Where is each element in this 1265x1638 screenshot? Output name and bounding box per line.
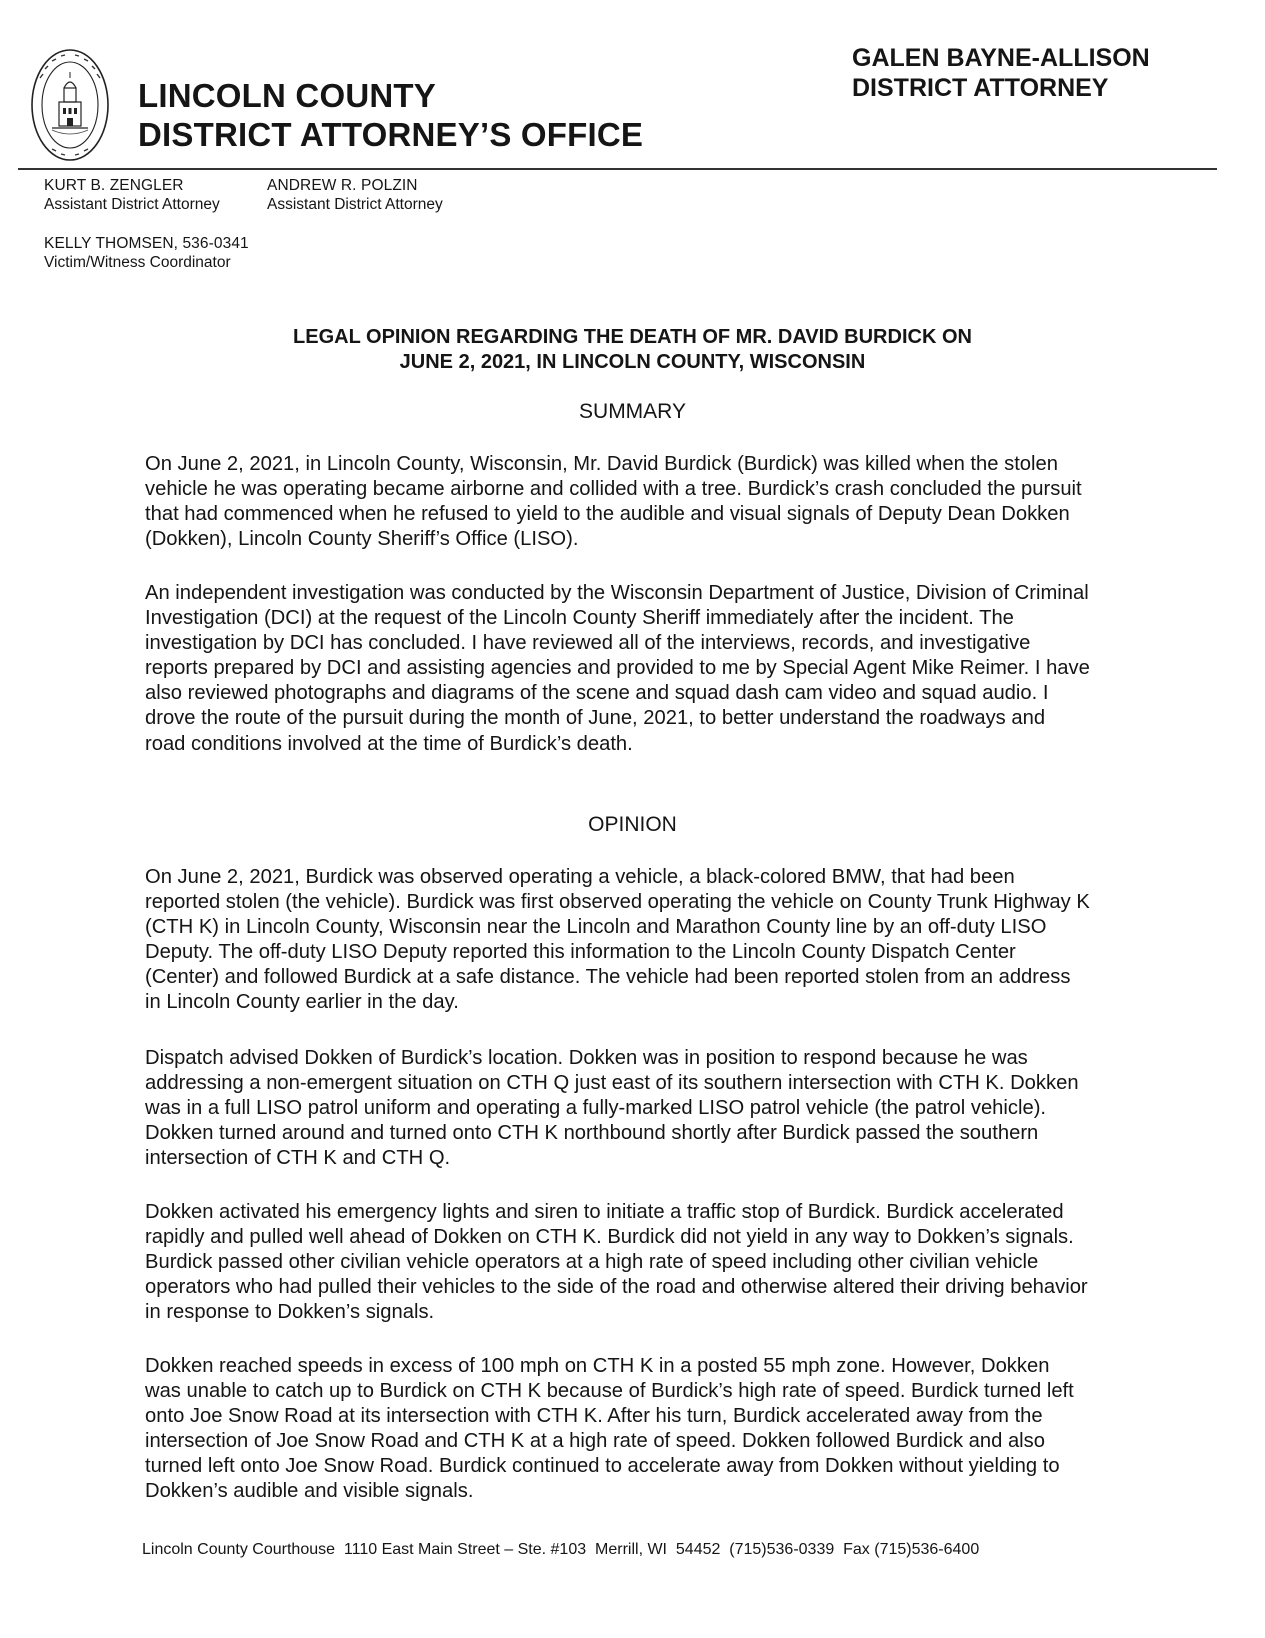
summary-heading: SUMMARY: [579, 400, 686, 423]
staff-entry: [44, 176, 220, 214]
office-title-line1: LINCOLN COUNTY: [138, 77, 436, 114]
opinion-paragraph: Dokken activated his emergency lights and siren to initiate a traffic stop of Burdick. Burdick accelerated rapidly and pulled well ahead of Dokken on CTH K. Burdick did not yield in any way to Dokken’s signals. Burdick passed other civilian vehicle operators at a high rate of speed including other civilian vehicle operators who had pulled their vehicles to the side of the road and otherwise altered their driving behavior in response to Dokken’s signals.: [145, 1201, 1088, 1324]
opinion-paragraph: Dispatch advised Dokken of Burdick’s location. Dokken was in position to respond because he was addressing a non-emergent situation on CTH Q just east of its southern intersection with CTH K. Dokken was in a full LISO patrol uniform and operating a fully-marked LISO patrol vehicle (the patrol vehicle). Dokken turned around and turned onto CTH K northbound shortly after Burdick passed the southern intersection of CTH K and CTH Q.: [145, 1047, 1079, 1170]
opinion-paragraph: Dokken reached speeds in excess of 100 mph on CTH K in a posted 55 mph zone. However, Dokken was unable to catch up to Burdick on CTH K because of Burdick’s high rate of speed. Burdick turned left onto Joe Snow Road at its intersection with CTH K. After his turn, Burdick accelerated away from the intersection of Joe Snow Road and CTH K at a high rate of speed. Dokken followed Burdick and also turned left onto Joe Snow Road. Burdick continued to accelerate away from Dokken without yielding to Dokken’s audible and visible signals.: [145, 1355, 1074, 1503]
header-divider: [18, 168, 1217, 170]
da-title: DISTRICT ATTORNEY: [852, 74, 1109, 102]
office-title-line2: DISTRICT ATTORNEY’S OFFICE: [138, 116, 644, 153]
staff-entry: [267, 176, 443, 214]
da-name: GALEN BAYNE-ALLISON: [852, 44, 1150, 72]
staff-entry: [44, 234, 249, 272]
county-seal-logo: [30, 48, 110, 162]
document-title-line2: JUNE 2, 2021, IN LINCOLN COUNTY, WISCONSIN: [399, 351, 866, 373]
summary-paragraph: An independent investigation was conducted by the Wisconsin Department of Justice, Division of Criminal Investigation (DCI) at the request of the Lincoln County Sheriff immediately after the incident. The investigation by DCI has concluded. I have reviewed all of the interviews, records, and investigative reports prepared by DCI and assisting agencies and provided to me by Special Agent Mike Reimer. I have also reviewed photographs and diagrams of the scene and squad dash cam video and squad audio. I drove the route of the pursuit during the month of June, 2021, to better understand the roadways and road conditions involved at the time of Burdick’s death.: [145, 582, 1090, 755]
staff-name: ANDREW R. POLZIN: [267, 177, 418, 194]
staff-name: KURT B. ZENGLER: [44, 177, 184, 194]
document-title-line1: LEGAL OPINION REGARDING THE DEATH OF MR. DAVID BURDICK ON: [293, 326, 972, 348]
summary-paragraph: On June 2, 2021, in Lincoln County, Wisconsin, Mr. David Burdick (Burdick) was killed when the stolen vehicle he was operating became airborne and collided with a tree. Burdick’s crash concluded the pursuit that had commenced when he refused to yield to the audible and visual signals of Deputy Dean Dokken (Dokken), Lincoln County Sheriff’s Office (LISO).: [145, 453, 1082, 551]
opinion-heading: OPINION: [588, 813, 677, 836]
staff-title: Assistant District Attorney: [44, 196, 220, 213]
opinion-paragraph: On June 2, 2021, Burdick was observed operating a vehicle, a black-colored BMW, that had been reported stolen (the vehicle). Burdick was first observed operating the vehicle on County Trunk Highway K (CTH K) in Lincoln County, Wisconsin near the Lincoln and Marathon County line by an off-duty LISO Deputy. The off-duty LISO Deputy reported this information to the Lincoln County Dispatch Center (Center) and followed Burdick at a safe distance. The vehicle had been reported stolen from an address in Lincoln County earlier in the day.: [145, 866, 1090, 1014]
staff-title: Assistant District Attorney: [267, 196, 443, 213]
office-title: [138, 76, 643, 154]
footer-address: Lincoln County Courthouse 1110 East Main Street – Ste. #103 Merrill, WI 54452 (715)536-0339 Fax (715)536-6400: [142, 1541, 980, 1558]
staff-title: Victim/Witness Coordinator: [44, 254, 231, 271]
document-title: [0, 325, 1265, 375]
staff-name: KELLY THOMSEN, 536-0341: [44, 235, 249, 252]
district-attorney-block: [852, 43, 1150, 103]
